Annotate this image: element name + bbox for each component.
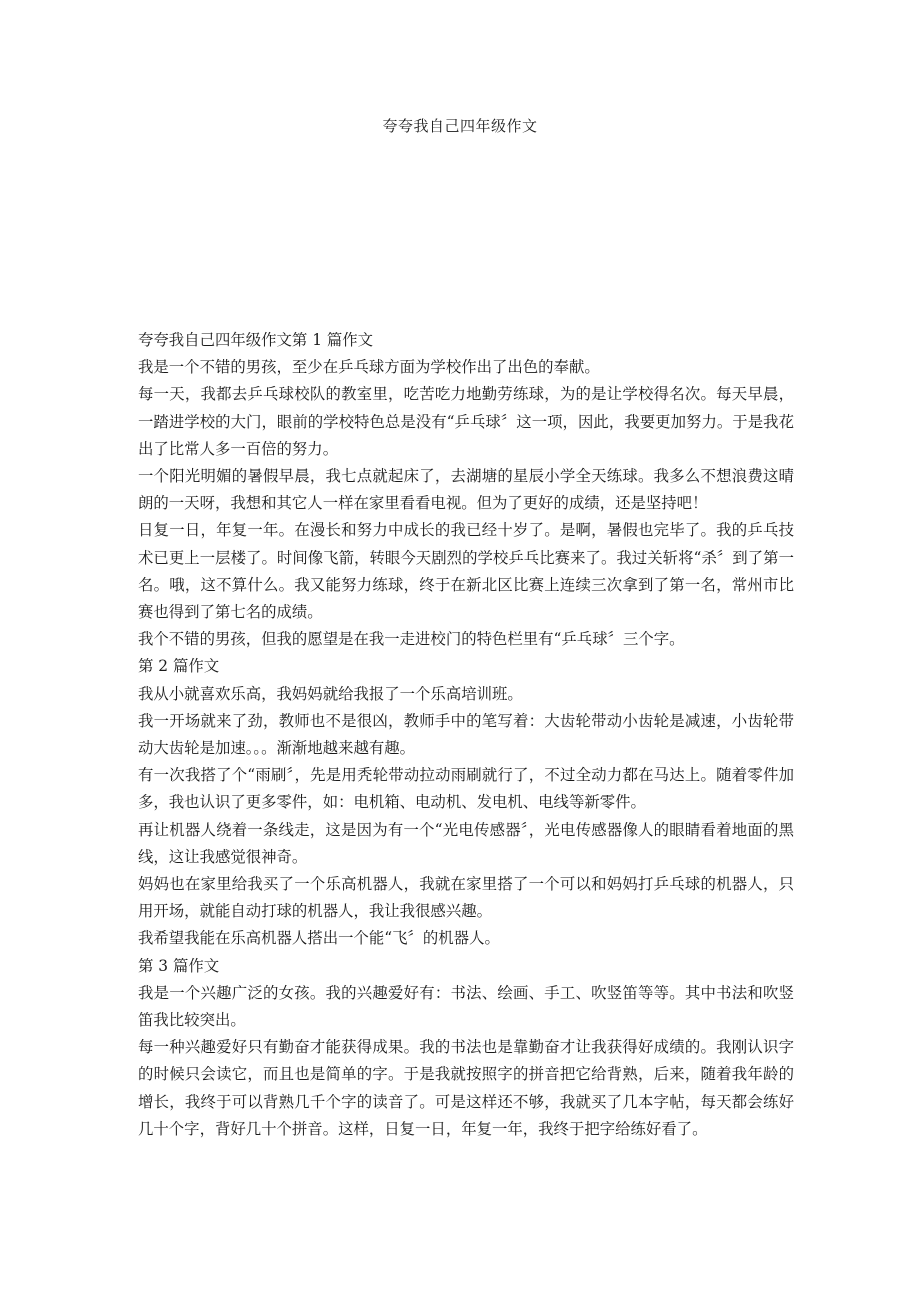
paragraph: 每一种兴趣爱好只有勤奋才能获得成果。我的书法也是靠勤奋才让我获得好成绩的。我刚认识字的时候只会读它，而且也是简单的字。于是我就按照字的拼音把它给背熟，后来，随着我年龄的增长，我终于可以背熟几千个字的读音了。可是这样还不够，我就买了几本字帖，每天都会练好几十个字，背好几十个拼音。这样，日复一日，年复一年，我终于把字给练好看了。: [138, 1038, 794, 1138]
paragraph: 我是一个兴趣广泛的女孩。我的兴趣爱好有：书法、绘画、手工、吹竖笛等等。其中书法和吹竖笛我比较突出。: [138, 983, 794, 1030]
document-body: [138, 327, 794, 1143]
paragraph: 我一开场就来了劲，教师也不是很凶，教师手中的笔写着：大齿轮带动小齿轮是减速，小齿轮带动大齿轮是加速。。。渐渐地越来越有趣。: [138, 711, 794, 758]
paragraph: 我希望我能在乐高机器人搭出一个能“飞〞的机器人。: [138, 929, 500, 948]
paragraph: 我个不错的男孩，但我的愿望是在我一走进校门的特色栏里有“乒乓球〞三个字。: [138, 630, 685, 649]
paragraph: 再让机器人绕着一条线走，这是因为有一个“光电传感器〞，光电传感器像人的眼睛看着地面的黑线，这让我感觉很神奇。: [138, 820, 794, 866]
document-title: 夸夸我自己四年级作文: [382, 117, 538, 135]
essay-1-heading: 夸夸我自己四年级作文第 1 篇作文: [138, 331, 374, 349]
paragraph: 日复一日，年复一年。在漫长和努力中成长的我已经十岁了。是啊，暑假也完毕了。我的乒乓技术已更上一层楼了。时间像飞箭，转眼今天剧烈的学校乒乓比赛来了。我过关斩将“杀〞到了第一名。哦，这不算什么。我又能努力练球，终于在新北区比赛上连续三次拿到了第一名，常州市比赛也得到了第七名的成绩。: [138, 521, 794, 622]
paragraph: 妈妈也在家里给我买了一个乐高机器人，我就在家里搭了一个可以和妈妈打乒乓球的机器人，只用开场，就能自动打球的机器人，我让我很感兴趣。: [138, 875, 794, 921]
essay-2-heading: 第 2 篇作文: [138, 657, 220, 676]
paragraph: 我是一个不错的男孩，至少在乒乓球方面为学校作出了出色的奉献。: [138, 358, 600, 377]
paragraph: 有一次我搭了个“雨刷〞，先是用秃轮带动拉动雨刷就行了，不过全动力都在马达上。随着零件加多，我也认识了更多零件，如：电机箱、电动机、发电机、电线等新零件。: [138, 766, 794, 812]
essay-3-heading: 第 3 篇作文: [138, 956, 220, 975]
paragraph: 一个阳光明媚的暑假早晨，我七点就起床了，去湖塘的星辰小学全天练球。我多么不想浪费这晴朗的一天呀，我想和其它人一样在家里看看电视。但为了更好的成绩，还是坚持吧！: [138, 467, 794, 513]
paragraph: 每一天，我都去乒乓球校队的教室里，吃苦吃力地勤劳练球，为的是让学校得名次。每天早晨，一踏进学校的大门，眼前的学校特色总是没有“乒乓球〞这一项，因此，我要更加努力。于是我花出了比常人多一百倍的努力。: [138, 385, 794, 458]
paragraph: 我从小就喜欢乐高，我妈妈就给我报了一个乐高培训班。: [138, 684, 523, 703]
